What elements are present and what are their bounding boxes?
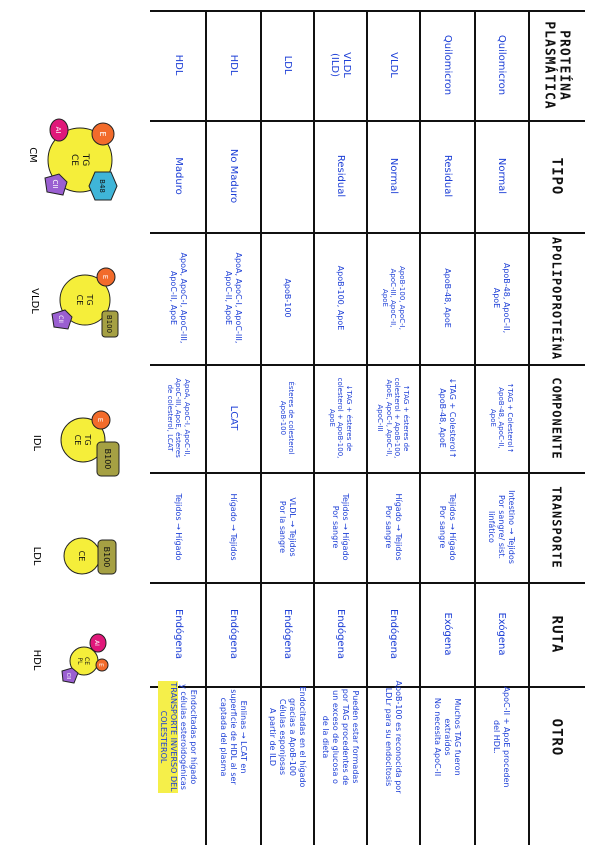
cell-proteina: LDL — [281, 55, 293, 75]
header-proteina: PROTEÍNA PLASMÁTICA — [541, 20, 572, 110]
idl-core-label: TG — [83, 434, 92, 446]
cell-componente: Ésteres de colesterol ApoB-100 — [278, 381, 295, 455]
otro-text: Endocitadas por hígado y células esteroidogénicas — [178, 684, 198, 790]
vldl-apoe-label: E — [101, 274, 109, 280]
cell-apolipoproteina: ApoB-48, ApoE — [442, 268, 452, 328]
cell-proteina: VLDL — [387, 52, 399, 78]
hdl-apoai-label: AI — [93, 640, 100, 646]
cell-apolipoproteina: ApoA, ApoC-I, ApoC-III, ApoC-II, ApoE — [223, 252, 243, 344]
cell-tipo: Maduro — [172, 157, 184, 195]
vldl-diagram — [40, 255, 130, 345]
vldl-caption: VLDL — [29, 288, 41, 314]
cm-apoai-label: AI — [54, 126, 62, 134]
cm-core-label: TG — [80, 153, 90, 167]
cell-proteina: Quilomicron — [496, 34, 507, 96]
header-apolipoproteina: APOLIPOPROTEÍNA — [549, 236, 564, 360]
hdl-diagram — [50, 625, 120, 695]
ldl-diagram — [50, 520, 122, 592]
cell-ruta: Endógena — [334, 608, 346, 660]
cell-transporte: Intestino → Tejidos Por sangre/ sist. linfático — [487, 490, 516, 564]
highlighted-text: TRANSPORTE INVERSO DEL COLESTEROL — [158, 682, 178, 792]
vldl-apob100-label: B100 — [105, 314, 113, 334]
cm-caption: CM — [27, 147, 39, 163]
cell-componente: ↓TAG + Colesterol↑ ApoB-48, ApoE — [437, 377, 457, 459]
cell-proteina: VLDL (ILD) — [328, 52, 352, 78]
hdl-caption: HDL — [31, 649, 43, 671]
cell-tipo — [261, 120, 313, 232]
cm-apoe-label: E — [98, 131, 107, 137]
cell-componente: ↑TAG + ésteres de colesterol + ApoB-100, ApoE, ApoC-I, ApoC-II, ApoC-III — [376, 377, 410, 459]
cell-proteina: HDL — [227, 54, 239, 76]
cell-ruta: Endógena — [172, 608, 184, 660]
cell-transporte: Tejidos → Hígado Por sangre — [330, 493, 350, 561]
idl-apob100-label: B100 — [103, 448, 112, 470]
cell-transporte: VLDL → Tejidos Por la sangre — [277, 497, 297, 557]
idl-caption: IDL — [31, 434, 43, 452]
cell-apolipoproteina: ApoB-100, ApoE — [335, 265, 345, 331]
hdl-apoe-label: E — [97, 663, 104, 667]
hdl-core-label: CE — [83, 657, 90, 665]
cell-ruta: Endógena — [387, 608, 399, 660]
cell-tipo: Residual — [334, 154, 346, 198]
ldl-core-label: CE — [77, 550, 86, 562]
cell-otro: ApoC-II + ApoE proceden del HDL. — [492, 686, 511, 788]
ldl-apob100-label: B100 — [102, 546, 111, 568]
hdl-core-label: PL — [76, 657, 83, 665]
cell-apolipoproteina: ApoB-100, ApoC-I, ApoC-III, ApoC-II, ApoE — [380, 266, 406, 330]
cell-otro — [151, 632, 205, 842]
cell-apolipoproteina: ApoA, ApoC-I, ApoC-III, ApoC-II, ApoE — [168, 252, 188, 344]
cell-apolipoproteina: ApoB-100 — [282, 278, 292, 318]
cell-otro: Enlinas → LCAT en superficie de HDL al ser captada del plasma — [218, 689, 248, 785]
cell-componente: ↑TAG + Colesterol↑ ApoB-48, ApoC-II, ApoE — [488, 382, 514, 454]
cm-apob48-label: B48 — [98, 179, 106, 193]
cell-tipo: No Maduro — [227, 148, 239, 204]
cell-tipo: Residual — [441, 154, 453, 198]
cell-tipo: Normal — [496, 157, 507, 195]
cell-otro: Endocitadas en el hígado gracias a ApoB-100 Células esponjosas A partir de ILD — [267, 686, 307, 788]
idl-core-label: CE — [73, 434, 82, 446]
vldl-apocii-label: CII — [57, 315, 64, 323]
cell-ruta: Endógena — [227, 608, 239, 660]
cell-tipo: Normal — [387, 157, 399, 195]
header-ruta: RUTA — [548, 615, 565, 653]
cell-transporte: Tejidos → Hígado — [173, 493, 183, 561]
cell-otro: Pueden estar formadas por TAG procedentes de un exceso de glucosa o de la dieta — [320, 688, 360, 786]
cell-componente: ↓TAG + ésteres de colesterol + ApoB-100, ApoE — [327, 377, 353, 459]
cm-core-label: CE — [69, 154, 79, 166]
cm-apocii-label: CII — [51, 179, 59, 189]
header-tipo: TIPO — [548, 157, 565, 195]
idl-apoe-label: E — [96, 417, 104, 423]
header-transporte: TRANSPORTE — [549, 485, 564, 569]
header-otro: OTRO — [548, 718, 565, 756]
ldl-caption: LDL — [31, 546, 43, 566]
idl-diagram — [45, 400, 125, 480]
cell-proteina: Quilomicron — [441, 34, 453, 96]
cell-ruta: Endógena — [281, 608, 293, 660]
cell-proteina: HDL — [172, 54, 184, 76]
header-componente: COMPONENTE — [549, 376, 564, 460]
cell-apolipoproteina: ApoB-48, ApoC-II, ApoE — [492, 262, 511, 334]
cell-componente: ApoA, ApoC-I, ApoC-II, ApoC-III, ApoE, ésteres de colesterol, LCAT — [165, 378, 191, 458]
cell-componente: LCAT — [227, 405, 239, 431]
vldl-core-label: TG — [85, 294, 94, 306]
cell-transporte: Hígado → Tejidos Por sangre — [383, 493, 403, 561]
cell-transporte: Tejidos → Hígado Por sangre — [437, 493, 457, 561]
cell-otro: Muchos TAG fueron extraídos No necesita ApoC-II — [432, 697, 462, 777]
cell-ruta: Exógena — [441, 612, 453, 656]
vldl-core-label: CE — [75, 294, 84, 306]
cell-transporte: Hígado → Tejidos — [228, 493, 238, 561]
cell-ruta: Exógena — [496, 612, 507, 656]
cell-otro: ApoB-100 es reconocida por LDLr para su endocitosis — [383, 680, 403, 794]
hdl-apocii-label: CII — [65, 672, 71, 680]
